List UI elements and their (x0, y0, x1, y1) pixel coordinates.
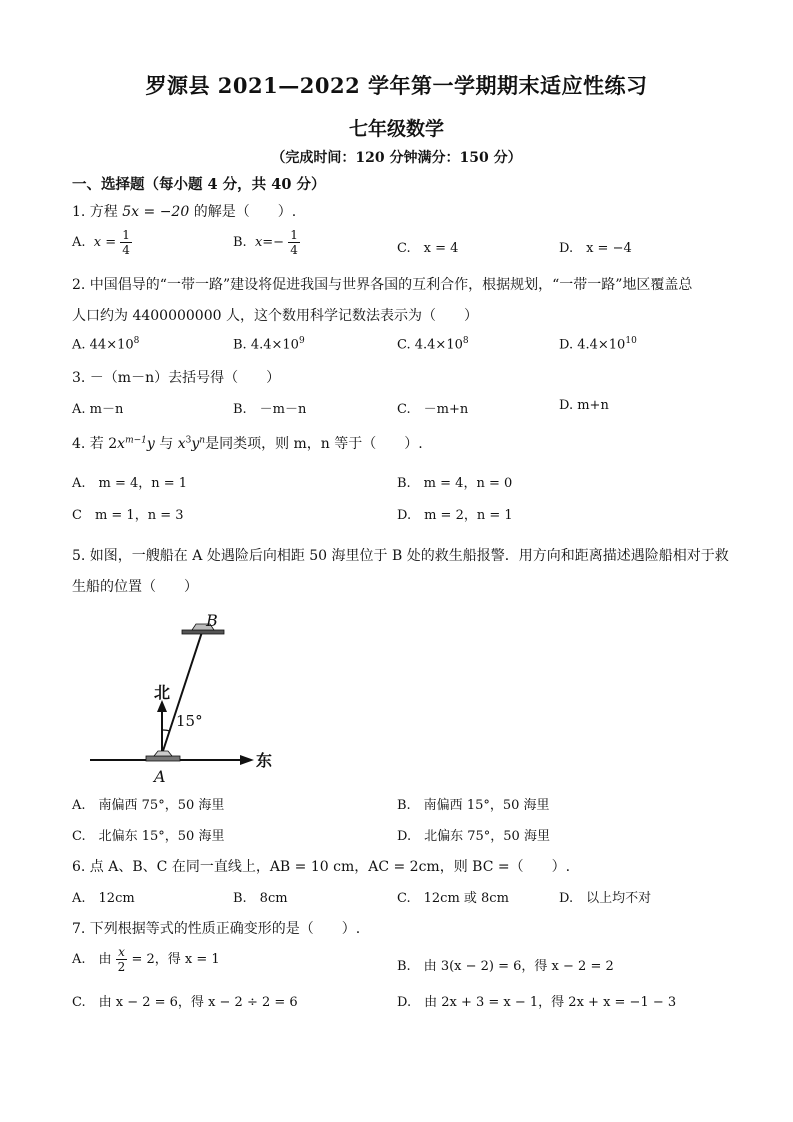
question-6: 6. 点 A、B、C 在同一直线上，AB = 10 cm，AC = 2cm，则 BC =（ ）. (72, 859, 571, 875)
q6-option-c: C. 12cm 或 8cm (397, 891, 509, 906)
q1-b-fraction: $\frac{1}{4}$ (290, 228, 298, 257)
ship-a (146, 756, 180, 761)
q5-option-b: B. 南偏西 15°，50 海里 (397, 798, 550, 813)
label-north: 北 (154, 683, 171, 702)
q3-option-d: D. m+n (559, 398, 609, 413)
q2-option-c: C. $4.4\times 10^8$ (397, 336, 469, 353)
q5-option-d: D. 北偏东 75°，50 海里 (397, 829, 550, 844)
q4-option-b: B. m = 4，n = 0 (397, 476, 513, 491)
q2-option-a: A. $44\times 10^8$ (72, 336, 140, 353)
q1-equation: 5x = −20 (122, 204, 190, 220)
q6-option-d: D. 以上均不对 (559, 891, 652, 906)
q1-option-a: A. x = $\frac{1}{4}$ (72, 228, 130, 257)
exam-title: 罗源县 2021—2022 学年第一学期期末适应性练习 (145, 73, 648, 98)
q4-option-c: C m = 1，n = 3 (72, 508, 184, 523)
exam-info: （完成时间：120 分钟满分：150 分） (271, 150, 522, 166)
question-7: 7. 下列根据等式的性质正确变形的是（ ）. (72, 921, 361, 937)
q4-option-a: A. m = 4，n = 1 (72, 476, 188, 491)
q1-option-c: C. x = 4 (397, 241, 459, 256)
q5-option-c: C. 北偏东 15°，50 海里 (72, 829, 225, 844)
question-2-line2: 人口约为 4400000000 人，这个数用科学记数法表示为（ ） (72, 308, 478, 324)
q1-a-fraction: $\frac{1}{4}$ (122, 228, 130, 257)
question-3: 3. －（m－n）去括号得（ ） (72, 370, 281, 386)
question-4: 4. 若 $2x^{m-1}y$ 与 $x^3y^n$是同类项，则 m，n 等于（ ）. (72, 435, 423, 452)
q7-a-fraction: $\frac{x}{2}$ (117, 945, 126, 974)
q7-option-d: D. 由 2x + 3 = x − 1，得 2x + x = −1 − 3 (397, 995, 677, 1010)
question-5-line1: 5. 如图，一艘船在 A 处遇险后向相距 50 海里位于 B 处的救生船报警．用方向和距离描述遇险船相对于救 (72, 548, 729, 564)
q1-option-d: D. x = −4 (559, 241, 632, 256)
east-arrowhead (240, 755, 254, 765)
q2-option-b: B. $4.4\times 10^9$ (233, 336, 305, 353)
q3-option-b: B. －m－n (233, 402, 307, 417)
label-a: A (154, 767, 166, 786)
label-b: B (206, 611, 218, 630)
q3-option-a: A. m－n (72, 402, 124, 417)
q6-option-a: A. 12cm (72, 891, 135, 906)
subject-title: 七年级数学 (348, 118, 444, 140)
q1-post: 的解是（ ）. (193, 204, 297, 220)
question-5-line2: 生船的位置（ ） (72, 579, 198, 595)
label-angle: 15° (176, 712, 203, 730)
section-heading-choice: 一、选择题（每小题 4 分，共 40 分） (72, 176, 326, 193)
q2-option-d: D. $4.4\times 10^{10}$ (559, 336, 637, 353)
question-2-line1: 2. 中国倡导的“一带一路”建设将促进我国与世界各国的互利合作，根据规划，“一带一路”地区覆盖总 (72, 277, 693, 293)
q1-pre: 1. 方程 (72, 204, 118, 220)
q5-option-a: A. 南偏西 75°，50 海里 (72, 798, 225, 813)
q7-option-c: C. 由 x − 2 = 6，得 x − 2 ÷ 2 = 6 (72, 995, 298, 1010)
q7-option-a: A. 由 $\frac{x}{2}$ = 2，得 x = 1 (72, 945, 220, 974)
q4-option-d: D. m = 2，n = 1 (397, 508, 513, 523)
angle-arc (162, 730, 170, 731)
ship-a-cabin (154, 751, 172, 756)
q1-option-b: B. x=− $\frac{1}{4}$ (233, 228, 298, 257)
question-1 (72, 201, 296, 221)
q6-option-b: B. 8cm (233, 891, 288, 906)
ship-b (182, 630, 224, 634)
q3-option-c: C. －m+n (397, 402, 469, 417)
q7-option-b: B. 由 3(x − 2) = 6，得 x − 2 = 2 (397, 959, 614, 974)
label-east: 东 (256, 751, 273, 770)
q5-diagram (86, 606, 286, 786)
